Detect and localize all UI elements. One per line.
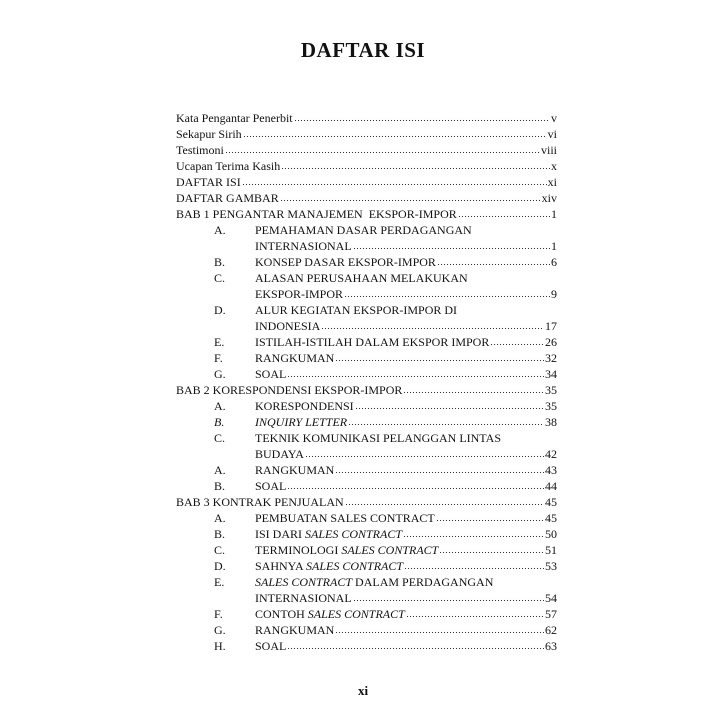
toc-entry <box>176 190 557 206</box>
toc-page: 54 <box>545 591 557 605</box>
toc-page: 17 <box>545 319 557 333</box>
toc-label: BAB 1 PENGANTAR MANAJEMEN EKSPOR-IMPOR <box>176 207 457 221</box>
toc-label: SOAL <box>255 479 287 493</box>
toc-letter: B. <box>214 415 225 429</box>
toc-subentry <box>176 510 557 526</box>
page-title: DAFTAR ISI <box>300 38 426 62</box>
dot-leader <box>287 647 544 650</box>
toc-subentry <box>176 350 557 366</box>
toc-label: CONTOH SALES CONTRACT <box>255 607 405 621</box>
toc-subentry-continuation <box>176 318 557 334</box>
toc-letter: B. <box>214 479 226 493</box>
toc-subentry <box>176 478 557 494</box>
toc-subentry-continuation <box>176 590 557 606</box>
dot-leader <box>243 135 547 138</box>
toc-subentry <box>176 222 557 238</box>
dot-leader <box>436 519 544 522</box>
toc-label: ALASAN PERUSAHAAN MELAKUKAN <box>255 271 468 285</box>
toc-chapter <box>176 382 557 398</box>
toc-subentry <box>176 622 557 638</box>
toc-page: xiv <box>541 191 557 205</box>
dot-leader <box>242 183 547 186</box>
dot-leader <box>437 263 550 266</box>
toc-page: xi <box>547 175 557 189</box>
toc-entry <box>176 142 557 158</box>
toc-page: 1 <box>551 239 557 253</box>
table-of-contents <box>176 110 557 654</box>
toc-subentry <box>176 430 557 446</box>
toc-letter: D. <box>214 303 226 317</box>
toc-entry <box>176 110 557 126</box>
toc-label: Sekapur Sirih <box>176 127 242 141</box>
toc-subentry <box>176 558 557 574</box>
toc-label: SOAL <box>255 639 287 653</box>
toc-subentry <box>176 462 557 478</box>
toc-page: 43 <box>545 463 557 477</box>
dot-leader <box>281 167 550 170</box>
toc-letter: A. <box>214 223 226 237</box>
toc-letter: D. <box>214 559 226 573</box>
page-number: xi <box>357 683 369 698</box>
toc-subentry <box>176 542 557 558</box>
toc-entry <box>176 126 557 142</box>
dot-leader <box>406 615 544 618</box>
toc-label: SOAL <box>255 367 287 381</box>
toc-label: Ucapan Terima Kasih <box>176 159 281 173</box>
toc-label: RANGKUMAN <box>255 351 335 365</box>
toc-label: PEMBUATAN SALES CONTRACT <box>255 511 435 525</box>
toc-label: BUDAYA <box>255 447 304 461</box>
dot-leader <box>287 375 544 378</box>
dot-leader <box>345 503 544 506</box>
toc-subentry-continuation <box>176 446 557 462</box>
toc-page: 50 <box>545 527 557 541</box>
toc-page: 38 <box>545 415 557 429</box>
toc-page: v <box>551 111 557 125</box>
dot-leader <box>344 295 550 298</box>
toc-letter: C. <box>214 431 226 445</box>
dot-leader <box>321 327 544 330</box>
toc-letter: A. <box>214 511 226 525</box>
toc-entry <box>176 158 557 174</box>
toc-page: 57 <box>545 607 557 621</box>
toc-label: RANGKUMAN <box>255 623 335 637</box>
toc-label: INTERNASIONAL <box>255 591 352 605</box>
toc-page: viii <box>540 143 557 157</box>
toc-label: KONSEP DASAR EKSPOR-IMPOR <box>255 255 436 269</box>
toc-label: INQUIRY LETTER <box>255 415 348 429</box>
dot-leader <box>490 343 544 346</box>
toc-page: 45 <box>545 495 557 509</box>
toc-label: BAB 2 KORESPONDENSI EKSPOR-IMPOR <box>176 383 403 397</box>
toc-subentry-continuation <box>176 286 557 302</box>
toc-page: 32 <box>545 351 557 365</box>
toc-page: vi <box>547 127 557 141</box>
toc-label: TERMINOLOGI SALES CONTRACT <box>255 543 439 557</box>
toc-label: DAFTAR ISI <box>176 175 241 189</box>
dot-leader <box>225 151 540 154</box>
toc-letter: E. <box>214 575 225 589</box>
dot-leader <box>404 567 544 570</box>
toc-chapter <box>176 206 557 222</box>
toc-label: BAB 3 KONTRAK PENJUALAN <box>176 495 344 509</box>
toc-letter: C. <box>214 543 226 557</box>
toc-page: 9 <box>551 287 557 301</box>
toc-subentry <box>176 334 557 350</box>
toc-letter: G. <box>214 623 226 637</box>
dot-leader <box>294 119 550 122</box>
toc-subentry <box>176 270 557 286</box>
dot-leader <box>280 199 541 202</box>
dot-leader <box>305 455 544 458</box>
toc-page: 6 <box>551 255 557 269</box>
toc-subentry <box>176 606 557 622</box>
toc-page: 34 <box>545 367 557 381</box>
toc-subentry <box>176 526 557 542</box>
toc-subentry <box>176 254 557 270</box>
toc-subentry-continuation <box>176 238 557 254</box>
toc-letter: G. <box>214 367 226 381</box>
toc-label: INDONESIA <box>255 319 321 333</box>
toc-letter: F. <box>214 607 223 621</box>
toc-chapter <box>176 494 557 510</box>
dot-leader <box>439 551 544 554</box>
dot-leader <box>287 487 544 490</box>
toc-page: 62 <box>545 623 557 637</box>
toc-page: 26 <box>545 335 557 349</box>
dot-leader <box>335 471 544 474</box>
toc-label: ISTILAH-ISTILAH DALAM EKSPOR IMPOR <box>255 335 490 349</box>
toc-letter: E. <box>214 335 225 349</box>
toc-label: Kata Pengantar Penerbit <box>176 111 293 125</box>
toc-page: 42 <box>545 447 557 461</box>
toc-page: 35 <box>545 383 557 397</box>
toc-page: 1 <box>551 207 557 221</box>
toc-letter: A. <box>214 399 226 413</box>
dot-leader <box>403 391 544 394</box>
toc-page: 63 <box>545 639 557 653</box>
toc-label: PEMAHAMAN DASAR PERDAGANGAN <box>255 223 472 237</box>
toc-label: DAFTAR GAMBAR <box>176 191 279 205</box>
toc-subentry <box>176 574 557 590</box>
toc-page: 45 <box>545 511 557 525</box>
toc-label: ALUR KEGIATAN EKSPOR-IMPOR DI <box>255 303 458 317</box>
toc-label: INTERNASIONAL <box>255 239 352 253</box>
toc-subentry <box>176 366 557 382</box>
toc-label: KORESPONDENSI <box>255 399 354 413</box>
toc-page: 53 <box>545 559 557 573</box>
toc-letter: B. <box>214 255 226 269</box>
toc-label: TEKNIK KOMUNIKASI PELANGGAN LINTAS <box>255 431 502 445</box>
dot-leader <box>335 631 544 634</box>
toc-letter: F. <box>214 351 223 365</box>
toc-label: Testimoni <box>176 143 224 157</box>
dot-leader <box>355 407 544 410</box>
toc-letter: A. <box>214 463 226 477</box>
toc-subentry <box>176 398 557 414</box>
toc-entry <box>176 174 557 190</box>
toc-label: RANGKUMAN <box>255 463 335 477</box>
toc-subentry <box>176 302 557 318</box>
toc-subentry <box>176 414 557 430</box>
dot-leader <box>353 247 550 250</box>
toc-page: 35 <box>545 399 557 413</box>
toc-label: SALES CONTRACT DALAM PERDAGANGAN <box>255 575 494 589</box>
toc-letter: H. <box>214 639 226 653</box>
toc-label: SAHNYA SALES CONTRACT <box>255 559 404 573</box>
toc-subentry <box>176 638 557 654</box>
dot-leader <box>458 215 550 218</box>
toc-page: 51 <box>545 543 557 557</box>
toc-page: x <box>551 159 557 173</box>
dot-leader <box>335 359 544 362</box>
dot-leader <box>403 535 544 538</box>
dot-leader <box>353 599 544 602</box>
dot-leader <box>348 423 544 426</box>
toc-letter: C. <box>214 271 226 285</box>
toc-label: ISI DARI SALES CONTRACT <box>255 527 403 541</box>
toc-label: EKSPOR-IMPOR <box>255 287 344 301</box>
toc-page: 44 <box>545 479 557 493</box>
toc-letter: B. <box>214 527 226 541</box>
